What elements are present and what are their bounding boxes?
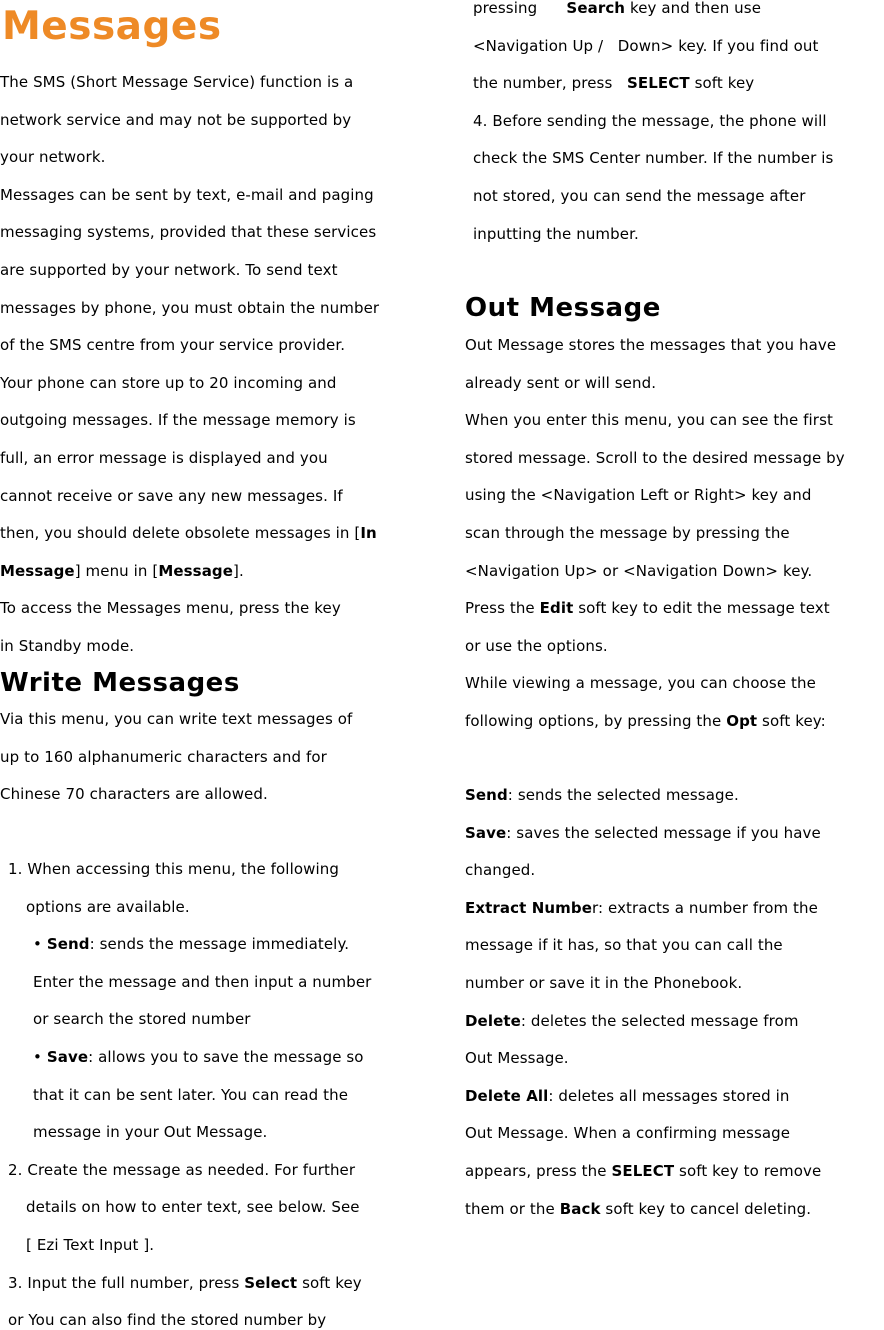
text-line: changed. (465, 861, 536, 879)
text-line: Send: sends the selected message. (465, 786, 739, 804)
text-line: Save: saves the selected message if you have (465, 824, 821, 842)
text-line: 3. Input the full number, press Select soft key (8, 1274, 362, 1292)
text-line: Delete All: deletes all messages stored in (465, 1087, 790, 1105)
text-line: are supported by your network. To send text (0, 261, 338, 279)
text-line: • Send: sends the message immediately. (33, 935, 350, 953)
text-line: message if it has, so that you can call the (465, 936, 783, 954)
text-line: 1. When accessing this menu, the following (8, 860, 339, 878)
text-line: <Navigation Up> or <Navigation Down> key. (465, 562, 813, 580)
text-line: cannot receive or save any new messages. If (0, 487, 343, 505)
text-line: The SMS (Short Message Service) function is a (0, 73, 354, 91)
text-line: stored message. Scroll to the desired message by (465, 449, 845, 467)
text-line: in Standby mode. (0, 637, 135, 655)
text-line: Messages can be sent by text, e-mail and paging (0, 186, 374, 204)
text-line: that it can be sent later. You can read the (33, 1086, 349, 1104)
text-line: full, an error message is displayed and you (0, 449, 328, 467)
text-line: number or save it in the Phonebook. (465, 974, 743, 992)
text-line: network service and may not be supported by (0, 111, 352, 129)
text-line: your network. (0, 148, 106, 166)
text-line: using the <Navigation Left or Right> key and (465, 486, 812, 504)
text-line: Out Message. (465, 1049, 569, 1067)
text-line: • Save: allows you to save the message so (33, 1048, 364, 1066)
text-line: Extract Number: extracts a number from the (465, 899, 818, 917)
text-line: the number, press SELECT soft key (473, 74, 755, 92)
text-line: details on how to enter text, see below. See (26, 1198, 360, 1216)
text-line: appears, press the SELECT soft key to remove (465, 1162, 822, 1180)
text-line: message in your Out Message. (33, 1123, 268, 1141)
text-line: inputting the number. (473, 225, 639, 243)
text-line: options are available. (26, 898, 190, 916)
text-line: Out Message stores the messages that you have (465, 336, 837, 354)
text-line: them or the Back soft key to cancel deleting. (465, 1200, 812, 1218)
out-message-heading: Out Message (465, 293, 661, 323)
text-line: or use the options. (465, 637, 608, 655)
text-line: messages by phone, you must obtain the number (0, 299, 380, 317)
text-line: Via this menu, you can write text messages of (0, 710, 353, 728)
text-line: outgoing messages. If the message memory is (0, 411, 356, 429)
text-line: Chinese 70 characters are allowed. (0, 785, 268, 803)
text-line: 4. Before sending the message, the phone will (473, 112, 827, 130)
text-line: already sent or will send. (465, 374, 657, 392)
text-line: of the SMS centre from your service provider. (0, 336, 346, 354)
text-line: <Navigation Up / Down> key. If you find out (473, 37, 819, 55)
text-line: not stored, you can send the message after (473, 187, 806, 205)
text-line: Enter the message and then input a number (33, 973, 372, 991)
text-line: or search the stored number (33, 1010, 251, 1028)
text-line: 2. Create the message as needed. For further (8, 1161, 356, 1179)
text-line: scan through the message by pressing the (465, 524, 790, 542)
text-line: then, you should delete obsolete messages in [In (0, 524, 377, 542)
text-line: pressing Search key and then use (473, 0, 762, 17)
text-line: When you enter this menu, you can see the first (465, 411, 833, 429)
text-line: To access the Messages menu, press the key (0, 599, 341, 617)
text-line: Press the Edit soft key to edit the message text (465, 599, 830, 617)
text-line: [ Ezi Text Input ]. (26, 1236, 155, 1254)
text-line: or You can also find the stored number by (8, 1311, 327, 1329)
text-line: Out Message. When a confirming message (465, 1124, 791, 1142)
text-line: following options, by pressing the Opt soft key: (465, 712, 826, 730)
page-title: Messages (2, 4, 222, 49)
write-messages-heading: Write Messages (0, 668, 240, 698)
text-line: While viewing a message, you can choose the (465, 674, 816, 692)
text-line: Your phone can store up to 20 incoming and (0, 374, 337, 392)
text-line: check the SMS Center number. If the number is (473, 149, 834, 167)
text-line: up to 160 alphanumeric characters and for (0, 748, 327, 766)
text-line: messaging systems, provided that these services (0, 223, 377, 241)
text-line: Delete: deletes the selected message from (465, 1012, 799, 1030)
text-line: Message] menu in [Message]. (0, 562, 244, 580)
